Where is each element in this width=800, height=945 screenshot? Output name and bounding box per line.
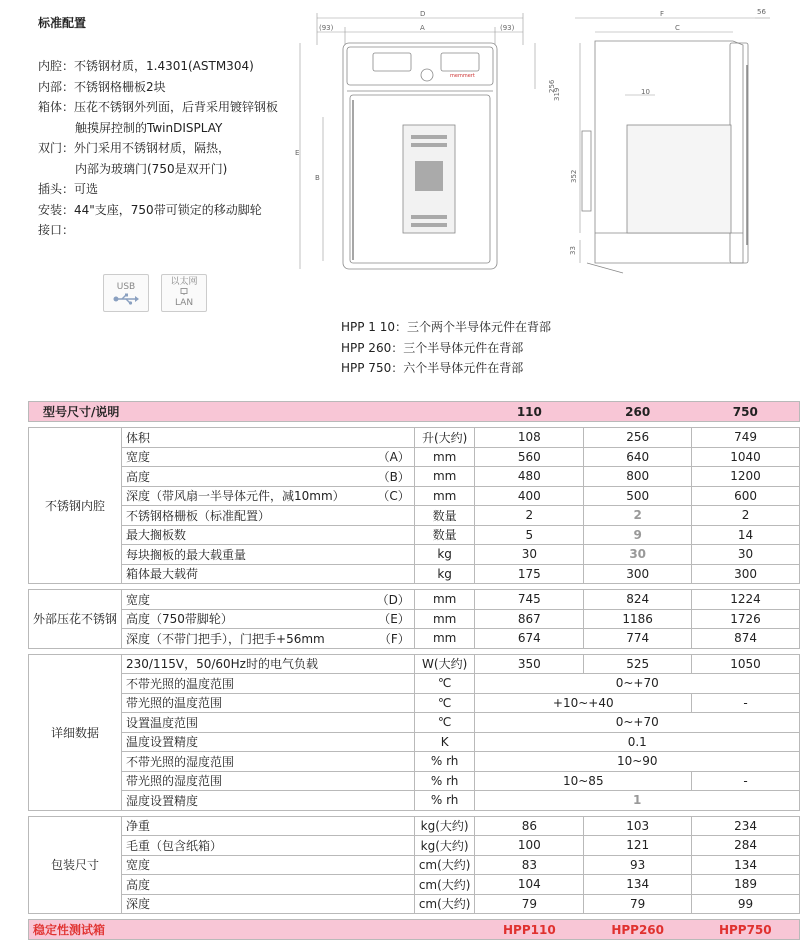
dim-c: C — [675, 24, 680, 32]
hpp-notes — [341, 317, 551, 379]
spec-line: 双门：外门采用不锈钢材质，隔热， — [38, 141, 231, 155]
dim-f: F — [660, 10, 665, 18]
table-row: 宽度 （A） mm 560 640 1040 — [29, 447, 800, 467]
model-750: 750 — [692, 402, 800, 422]
dim-d: D — [420, 10, 426, 18]
table-row: 详细数据 230/115V，50/60Hz时的电气负载 W(大约) 350 525 1050 — [29, 654, 800, 674]
dim-33: 33 — [569, 246, 577, 255]
table-row: 高度（750带脚轮） （E） mm 867 1186 1726 — [29, 609, 800, 629]
footer-label: 稳定性测试箱 — [29, 920, 475, 940]
footer-hpp110: HPP110 — [475, 920, 584, 940]
spec-line: 触摸屏控制的TwinDISPLAY — [75, 120, 223, 135]
table-row: 每块搁板的最大载重量 kg 30 30 30 — [29, 545, 800, 565]
table-row: 不带光照的温度范围 ℃ 0~+70 — [29, 674, 800, 694]
spec-line: 内部为玻璃门(750是双开门) — [75, 161, 228, 176]
dim-256: 256 — [548, 79, 556, 93]
section-title: 标准配置 — [38, 16, 87, 30]
model-260: 260 — [584, 402, 692, 422]
spec-table — [28, 401, 800, 940]
dim-319: 319 — [553, 87, 561, 101]
table-row: 深度（不带门把手），门把手+56mm （F） mm 674 774 874 — [29, 629, 800, 649]
spec-line: 安装：44"支座，750带可锁定的移动脚轮 — [38, 202, 262, 217]
table-row: 深度（带风扇一半导体元件，减10mm） （C） mm 400 500 600 — [29, 486, 800, 506]
spec-line: 内腔：不锈钢材质，1.4301(ASTM304) — [38, 59, 254, 73]
dim-a: A — [420, 24, 425, 32]
table-row: 外部压花不锈钢 宽度 （D） mm 745 824 1224 — [29, 590, 800, 610]
group-inner: 不锈钢内腔 — [29, 428, 122, 584]
table-row: 包装尺寸 净重 kg(大约) 86 103 234 — [29, 816, 800, 836]
group-outer: 外部压花不锈钢 — [29, 590, 122, 649]
dim-56: 56 — [757, 8, 766, 16]
ethernet-label: 以太网 — [170, 277, 198, 287]
table-row: 毛重（包含纸箱） kg(大约) 100 121 284 — [29, 836, 800, 856]
hpp-line: HPP 1 10：三个两个半导体元件在背部 — [341, 320, 552, 334]
table-row: 不带光照的湿度范围 % rh 10~90 — [29, 752, 800, 772]
ethernet-icon — [161, 274, 207, 312]
table-row: 温度设置精度 K 0.1 — [29, 732, 800, 752]
spec-list — [38, 56, 278, 241]
footer-hpp260: HPP260 — [584, 920, 692, 940]
dim-10: 10 — [641, 88, 650, 96]
table-row: 不锈钢内腔 体积 升(大约) 108 256 749 — [29, 428, 800, 448]
table-row: 箱体最大载荷 kg 175 300 300 — [29, 564, 800, 584]
table-row: 最大搁板数 数量 5 9 14 — [29, 525, 800, 545]
table-row: 高度 cm(大约) 104 134 189 — [29, 875, 800, 895]
dim-e: E — [295, 149, 300, 157]
table-row: 湿度设置精度 % rh 1 — [29, 791, 800, 811]
interface-icons — [103, 274, 207, 312]
hpp-line: HPP 260：三个半导体元件在背部 — [341, 340, 524, 355]
spec-line: 箱体：压花不锈钢外列面，后背采用镀锌钢板 — [38, 100, 279, 114]
table-row: 设置温度范围 ℃ 0~+70 — [29, 713, 800, 733]
lan-label: LAN — [174, 298, 194, 308]
table-row: 带光照的温度范围 ℃ +10~+40 - — [29, 693, 800, 713]
brand-mark: memmert — [450, 73, 475, 79]
table-row: 深度 cm(大约) 79 79 99 — [29, 894, 800, 914]
table-row: 带光照的湿度范围 % rh 10~85 - — [29, 771, 800, 791]
dim-93-left: (93) — [319, 24, 334, 32]
table-footer — [29, 920, 800, 940]
table-header — [29, 402, 800, 422]
table-row: 高度 （B） mm 480 800 1200 — [29, 467, 800, 487]
table-row: 不锈钢格栅板（标准配置） 数量 2 2 2 — [29, 506, 800, 526]
model-110: 110 — [475, 402, 584, 422]
group-pack: 包装尺寸 — [29, 816, 122, 914]
dim-352: 352 — [570, 169, 578, 183]
spec-line: 内部：不锈钢格栅板2块 — [38, 79, 166, 94]
table-row: 宽度 cm(大约) 83 93 134 — [29, 855, 800, 875]
technical-drawing — [295, 5, 795, 275]
spec-line: 插头：可选 — [38, 182, 99, 196]
footer-hpp750: HPP750 — [692, 920, 800, 940]
dim-b: B — [315, 174, 320, 182]
spec-line: 接口： — [38, 223, 75, 237]
hpp-line: HPP 750：六个半导体元件在背部 — [341, 361, 524, 375]
usb-label: USB — [116, 281, 136, 292]
dim-93-right: (93) — [500, 24, 515, 32]
header-label: 型号尺寸/说明 — [29, 402, 475, 422]
usb-icon — [103, 274, 149, 312]
group-detail: 详细数据 — [29, 654, 122, 810]
